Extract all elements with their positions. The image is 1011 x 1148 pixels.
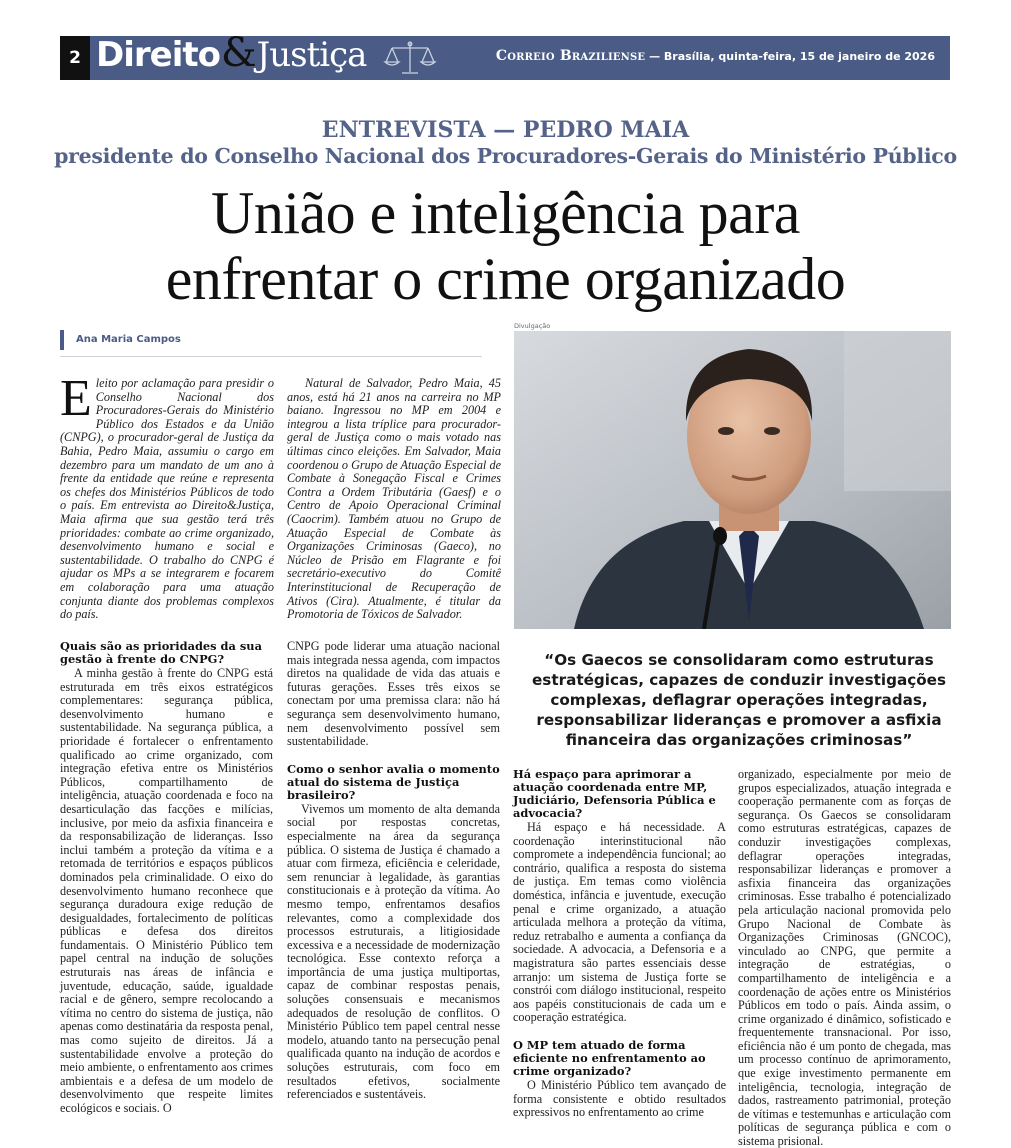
interview-kicker: ENTREVISTA — PEDRO MAIA: [321, 117, 690, 143]
interviewee-title: presidente do Conselho Nacional dos Procuradores-Gerais do Ministério Público: [54, 144, 957, 168]
dateline: — Brasília, quinta-feira, 15 de janeiro de 2026: [645, 50, 935, 63]
answer-2: Vivemos um momento de alta demanda social por respostas concretas, especialmente na área da segurança pública. O sistema de Justiça é chamado a atuar com firmeza, eficiência e celeridade, sem renunciar à legalidade, às garantias constitucionais e à proteção da vítima. Ao mesmo tempo, enfrentamos desafios relevantes, como a complexidade dos processos estruturais, a litigiosidade excessiva e a necessidade de modernização tecnológica. Esse contexto reforça a importância de uma justiça multiportas, capaz de combinar respostas penais, soluções consensuais e mecanismos adequados de resolução de conflitos. O Ministério Público tem papel central nesse modelo, atuando tanto na persecução penal qualificada quanto na indução de acordos e soluções estruturais, com foco em resultados efetivos, socialmente referenciados e sustentáveis.: [287, 801, 500, 1102]
answer-1: A minha gestão à frente do CNPG está estruturada em três eixos estratégicos complementares: segurança pública, desenvolvimento humano e sustentabilidade. Na segurança pública, a prioridade é fortalecer o enfrentamento qualificado ao crime organizado, com integração efetiva entre os Ministérios Públicos, compartilhamento de inteligência, atuação coordenada e foco na desarticulação das facções e milícias, inclusive, por meio da asfixia financeira e da responsabilização de lideranças. Isso inclui também a proteção da vítima e a retomada de territórios e espaços públicos dominados pela criminalidade. O eixo do desenvolvimento humano reconhece que segurança duradoura exige redução de desigualdades, fortalecimento de políticas públicas e defesa dos direitos fundamentais. O Ministério Público tem papel central na indução de soluções estruturais nas áreas de infância e juventude, educação, saúde, igualdade racial e de gênero, sempre recolocando a vítima no centro do sistema de justiça, não apenas como destinatária da resposta penal, mas como sujeito de direitos. Já a sustentabilidade envolve a proteção do meio ambiente, o enfrentamento aos crimes ambientais e a defesa de um modelo de desenvolvimento que respeite limites ecológicos e sociais. O: [60, 666, 273, 1115]
question-1: Quais são as prioridades da sua gestão à frente do CNPG?: [60, 639, 262, 666]
scales-of-justice-icon: [382, 40, 438, 76]
body-column-1: [60, 640, 273, 1116]
intro-text-1: leito por aclamação para presidir o Conselho Nacional dos Procuradores-Gerais do Ministério Público dos Estados e da União (CNPG), o procurador-geral de Justiça da Bahia, Pedro Maia, assumiu o cargo em dezembro para um mandato de um ano à frente da entidade que reúne e representa os chefes dos Ministérios Públicos de todo o país. Em entrevista ao Direito&Justiça, Maia afirma que sua gestão terá três prioridades: combate ao crime organizado, desenvolvimento humano e social e sustentabilidade. O trabalho do CNPG é ajudar os MPs a se integrarem e focarem em colaboração para uma atuação conjunta diante dos problemas complexos do país.: [60, 376, 274, 622]
question-4: O MP tem atuado de forma eficiente no enfrentamento ao crime organizado?: [513, 1037, 706, 1078]
portrait-illustration: [514, 331, 951, 629]
spacer: [287, 749, 500, 763]
newspaper-masthead: [496, 48, 935, 64]
intro-column-2: Natural de Salvador, Pedro Maia, 45 anos, está há 21 anos na carreira no MP baiano. Ingressou no MP em 2004 e integrou a lista tríplice para procurador-geral de Justiça como o mais votado nas últimas cinco eleições. Em Salvador, Maia coordenou o Grupo de Atuação Especial de Combate à Sonegação Fiscal e Crimes Contra a Ordem Tributária (Gaesf) e o Centro de Apoio Operacional Criminal (Caocrim). Também atuou no Grupo de Atuação Especial de Combate às Organizações Criminosas (Gaeco), no Núcleo de Prisão em Flagrante e foi secretário-executivo do Comitê Interinstitucional de Recuperação de Ativos (Cira). Atualmente, é titular da Promotoria de Tóxicos de Salvador.: [287, 376, 501, 622]
newspaper-brand: Correio Braziliense: [495, 48, 646, 64]
drop-cap: E: [60, 370, 92, 427]
question-2: Como o senhor avalia o momento atual do sistema de Justiça brasileiro?: [287, 761, 500, 802]
section-title-word1: Direito: [96, 35, 220, 75]
byline-divider: [60, 356, 482, 357]
body-column-3: [513, 768, 726, 1120]
page-number: 2: [60, 36, 90, 80]
answer-1-continued: CNPG pode liderar uma atuação nacional mais integrada nessa agenda, com impactos diretos na qualidade de vida das atuais e futuras gerações. Esses três eixos se conectam por uma premissa clara: não há segurança sem desenvolvimento humano, nem desenvolvimento possível sem sustentabilidade.: [287, 639, 500, 749]
pull-quote: “Os Gaecos se consolidaram como estruturas estratégicas, capazes de conduzir investigações complexas, deflagrar operações integradas, responsabilizar lideranças e promover a asfixia financeira das organizações criminosas”: [531, 651, 946, 749]
section-title: [96, 30, 366, 82]
intro-column-1: [60, 370, 274, 622]
body-column-2: [287, 640, 500, 1102]
question-3: Há espaço para aprimorar a atuação coordenada entre MP, Judiciário, Defensoria Pública e advocacia?: [513, 767, 716, 820]
photo-credit: Divulgação: [514, 322, 551, 330]
answer-4-continued: organizado, especialmente por meio de grupos especializados, atuação integrada e cooperação permanente com as forças de segurança. Os Gaecos se consolidaram como estruturas estratégicas, capazes de conduzir investigações complexas, deflagrar operações integradas, responsabilizar lideranças e promover a asfixia financeira das organizações criminosas. Esse trabalho é potencializado pela articulação nacional promovida pelo Grupo Nacional de Combate às Organizações Criminosas (GNCOC), vinculado ao CNPG, que permite a integração de estratégias, o compartilhamento de inteligência e a coordenação de ações entre os Ministérios Públicos em todo o país. Ainda assim, o crime organizado é dinâmico, sofisticado e frequentemente transnacional. Por isso, eficiência não é um ponto de chegada, mas um processo contínuo de aprimoramento, que exige investimento permanente em inteligência, tecnologia, integração de dados, rastreamento patrimonial, proteção de vítimas e testemunhas e articulação com políticas de segurança pública e com o sistema prisional.: [738, 767, 951, 1148]
body-column-4: [738, 768, 951, 1148]
spacer: [513, 1025, 726, 1039]
section-title-word2: Justiça: [256, 35, 367, 75]
headline-line-2: enfrentar o crime organizado: [165, 246, 846, 312]
section-title-ampersand: &: [220, 30, 256, 76]
answer-4: O Ministério Público tem avançado de forma consistente e obtido resultados expressivos no enfrentamento ao crime: [513, 1077, 726, 1120]
portrait-photo: [514, 331, 951, 629]
headline: [0, 180, 1011, 312]
headline-line-1: União e inteligência para: [211, 180, 800, 246]
byline: Ana Maria Campos: [60, 330, 181, 350]
answer-3: Há espaço e há necessidade. A coordenação interinstitucional não compromete a independência funcional; ao contrário, qualifica a resposta do sistema de justiça. Em temas como violência doméstica, infância e juventude, execução penal e crime organizado, a atuação articulada melhora a proteção da vítima, reduz retrabalho e aumenta a confiança da sociedade. A advocacia, a Defensoria e a magistratura são partes essenciais desse arranjo: um sistema de Justiça forte se constrói com diálogo institucional, respeito aos papéis constitucionais de cada um e cooperação estratégica.: [513, 820, 726, 1025]
